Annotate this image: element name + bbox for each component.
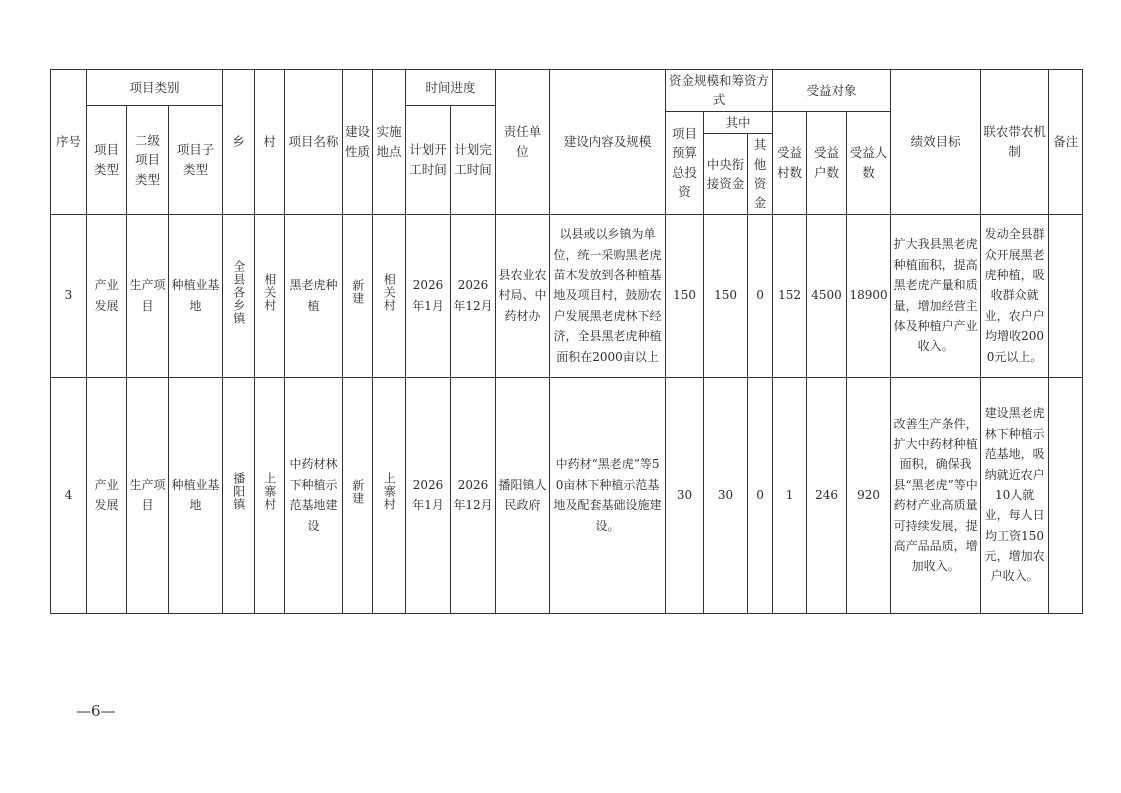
cell-responsible: 县农业农村局、中药材办	[496, 214, 550, 377]
header-villages: 受益村数	[773, 111, 807, 214]
cell-nature	[343, 377, 373, 613]
header-mechanism: 联农带农机制	[981, 70, 1049, 215]
cell-level2-type: 生产项目	[127, 377, 169, 613]
cell-responsible: 播阳镇人民政府	[496, 377, 550, 613]
header-level2-type: 二级项目类型	[127, 106, 169, 215]
cell-other-fund: 0	[748, 377, 773, 613]
cell-seq: 3	[51, 214, 87, 377]
cell-households: 246	[807, 377, 847, 613]
cell-plan-end: 2026年12月	[451, 214, 496, 377]
cell-plan-end: 2026年12月	[451, 377, 496, 613]
header-central-fund: 中央衔接资金	[704, 134, 748, 215]
cell-mechanism: 发动全县群众开展黑老虎种植，吸收群众就业，农户户均增收2000元以上。	[981, 214, 1049, 377]
cell-people: 920	[847, 377, 891, 613]
header-people: 受益人数	[847, 111, 891, 214]
header-other-fund: 其他资金	[748, 134, 773, 215]
cell-villages: 152	[773, 214, 807, 377]
cell-level2-type: 生产项目	[127, 214, 169, 377]
header-households: 受益户数	[807, 111, 847, 214]
cell-remarks	[1049, 214, 1083, 377]
header-schedule: 时间进度	[406, 70, 496, 106]
cell-content: 中药材“黑老虎”等50亩林下种植示范基地及配套基础设施建设。	[550, 377, 666, 613]
cell-location-text: 上寨村	[382, 472, 397, 512]
cell-village-text: 上寨村	[262, 472, 277, 512]
cell-other-fund: 0	[748, 214, 773, 377]
header-responsible: 责任单位	[496, 70, 550, 215]
header-project-name: 项目名称	[285, 70, 343, 215]
cell-performance: 扩大我县黑老虎种植面积，提高黑老虎产量和质量，增加经营主体及种植户产业收入。	[891, 214, 981, 377]
cell-plan-start: 2026年1月	[406, 214, 451, 377]
cell-project-type: 产业发展	[87, 214, 127, 377]
cell-township	[223, 377, 255, 613]
cell-township-text: 播阳镇	[231, 472, 246, 512]
page-number: —6—	[76, 702, 116, 720]
header-sub-type: 项目子类型	[169, 106, 223, 215]
header-project-type: 项目类型	[87, 106, 127, 215]
header-township: 乡	[223, 70, 255, 215]
header-total-budget: 项目预算总投资	[666, 111, 704, 214]
cell-project-type: 产业发展	[87, 377, 127, 613]
header-location: 实施地点	[373, 70, 406, 215]
cell-total-budget: 30	[666, 377, 704, 613]
cell-village	[255, 214, 285, 377]
cell-content: 以县或以乡镇为单位，统一采购黑老虎苗木发放到各种植基地及项目村，鼓励农户发展黑老虎林下经济，全县黑老虎种植面积在2000亩以上	[550, 214, 666, 377]
header-performance: 绩效目标	[891, 70, 981, 215]
cell-seq: 4	[51, 377, 87, 613]
header-funding: 资金规模和筹资方式	[666, 70, 773, 112]
project-table	[50, 69, 1083, 614]
cell-total-budget: 150	[666, 214, 704, 377]
cell-central-fund: 30	[704, 377, 748, 613]
cell-nature-text: 新建	[350, 279, 365, 306]
cell-people: 18900	[847, 214, 891, 377]
cell-nature-text: 新建	[350, 478, 365, 505]
header-village: 村	[255, 70, 285, 215]
table-row	[51, 377, 1083, 613]
cell-village	[255, 377, 285, 613]
header-beneficiaries: 受益对象	[773, 70, 891, 112]
header-seq: 序号	[51, 70, 87, 215]
header-plan-end: 计划完工时间	[451, 106, 496, 215]
cell-villages: 1	[773, 377, 807, 613]
header-nature: 建设性质	[343, 70, 373, 215]
cell-sub-type: 种植业基地	[169, 377, 223, 613]
cell-location	[373, 377, 406, 613]
header-row-1	[51, 70, 1083, 106]
header-of-which: 其中	[704, 111, 773, 133]
cell-plan-start: 2026年1月	[406, 377, 451, 613]
cell-households: 4500	[807, 214, 847, 377]
cell-village-text: 相关村	[262, 272, 277, 312]
header-remarks: 备注	[1049, 70, 1083, 215]
cell-sub-type: 种植业基地	[169, 214, 223, 377]
cell-township-text: 全县各乡镇	[231, 259, 246, 325]
header-plan-start: 计划开工时间	[406, 106, 451, 215]
header-content: 建设内容及规模	[550, 70, 666, 215]
cell-location-text: 相关村	[382, 272, 397, 312]
cell-nature	[343, 214, 373, 377]
table-row	[51, 214, 1083, 377]
cell-location	[373, 214, 406, 377]
cell-performance: 改善生产条件，扩大中药材种植面积，确保我县“黑老虎”等中药材产业高质量可持续发展，提高产品品质，增加收入。	[891, 377, 981, 613]
cell-project-name: 黑老虎种植	[285, 214, 343, 377]
cell-mechanism: 建设黑老虎林下种植示范基地，吸纳就近农户10人就业，每人日均工资150元，增加农户收入。	[981, 377, 1049, 613]
header-category: 项目类别	[87, 70, 223, 106]
cell-remarks	[1049, 377, 1083, 613]
cell-central-fund: 150	[704, 214, 748, 377]
cell-project-name: 中药材林下种植示范基地建设	[285, 377, 343, 613]
cell-township	[223, 214, 255, 377]
